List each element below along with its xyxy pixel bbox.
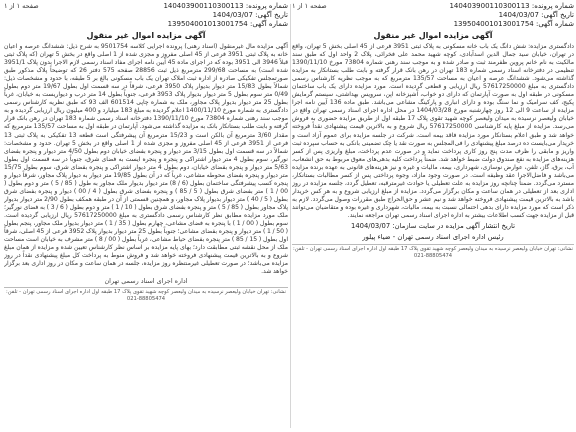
notice-meta-lines — [449, 2, 574, 29]
case-number: شماره پرونده: 140403900110300113 — [163, 2, 288, 10]
notice-signature: اداره اجرای اسناد رسمی تهران — [104, 277, 188, 286]
notice-title: آگهی مزایده اموال غیر منقول — [86, 31, 206, 40]
case-number: شماره پرونده: 140403900110300113 — [449, 2, 574, 10]
notice-meta — [4, 2, 288, 29]
notice-number: شماره آگهی: 139504001013001754 — [453, 20, 574, 28]
notice-signature: رئیس اداره اجرای اسناد رسمی تهران - ضیاء پیلور — [362, 233, 504, 242]
notice-title: آگهی مزایده اموال غیر منقول — [373, 31, 493, 40]
page-number: صفحه ۱ از ۱ — [292, 2, 327, 10]
notice-footer: نشانی: تهران خیابان ولیعصر نرسیده به میدان ولیعصر کوچه شهید تقوی پلاک 17 طبقه اول اداره اجرای اسناد رسمی تهران - تلفن: 88805474-021 — [4, 287, 288, 302]
notice-column-left — [4, 2, 288, 430]
notice-number: شماره آگهی: 139504001013001754 — [167, 20, 288, 28]
notice-body: آگهی مزایده مال غیرمنقول (اسناد رهنی) پرونده اجرایی کلاسه 9501754 به شرح ذیل: ششدانگ عرصه و اعیان خانه به پلاک ثبتی 3951 فرعی از 45 اصلی مفروز و مجزی شده از 1 اصلی واقع در بخش 5 تهران (که پلاک ثبتی قبلاً 3946 الی 3951 بوده که در اجرای ماده 45 آیین نامه اجرای مفاد اسناد رسمی لازم الاجرا بدون پلاک 3951/1 شده است) به مساحت 299/68 مترمربع ذیل ثبت 28856 صفحه 575 دفتر 26 که توضیحاً پلاک مذکور طبق صورتمجلس تفکیکی صادره از اداره ثبت املاک تهران یک باب مسکونی بالغ بر 5 طبقه، با حدود و مشخصات ذیل: شمالاً بطول 15/83 متر دیوار بدیوار پلاک 3950 فرعی، شرقاً در سه قسمت اول بطول 19/67 متر دوم بطول 0/49 متر سوم بطول 5 متر دیوار بدیوار پلاک 3953 فرعی، جنوباً بطول 14 متر درب و دیواریست به خیابان، غرباً بطول 25 متر دیوار بدیوار پلاک مجاور، ملک به شماره چاپی 601514 الف 93 که طبق نظریه کارشناس رسمی دادگستری به شماره مورخ 1400/11/10 اعلام گردیده به مبلغ 183 میلیارد و 400 میلیون ریال ارزیابی گردیده و به موجب سند رهنی شماره 73804 مورخ 1390/11/10 دفترخانه اسناد رسمی شماره 183 تهران در رهن بانک قرار گرفته و بابت طلب بستانکار بانک به مزایده گذاشته می‌شود. آپارتمان در طبقه اول به مساحت 135/57 مترمربع که مقدار 3/60 مترمربع آن بالکن است و 15/23 مترمربع آن پیشرفتگی است قطعه 13 تفکیکی به پلاک ثبتی 13 فرعی از 3951 فرعی از 45 اصلی مفروز و مجزی شده از 1 اصلی واقع در بخش 5 تهران. حدود و مشخصات: شمالاً در سه قسمت اول بطول 3/15 متر دیوار و پنجره بفضای خیابان دوم بطول 4/50 متر دیوار و پنجره بفضای نورگیر، سوم بطول 4 متر دیوار اشتراکی و پنجره و پنجره ایست به فضای شرق، جنوباً در سه قسمت اول بطول 5/63 متر دیوار و پنجره بفضای خیابان، دوم بطول 4 متر دیوار اشتراکی و پنجره بفضای شرق، سوم بطول 15/75 متر دیوار و پنجره بفضای محوطه مشاعی، غرباً که در آن بطول 19/85 متر دیوار به دیوار پلاک مجاور، شرقاً دیوار و پنجره کسب پیشرفتگی ساختمان بطول (6 / 8) متر دیوار بدیوار ملک مجاور به طول ( 85 / 5 ) متر و دوم بطول ( 00 / 1 ) متر بفضای شرق بطول ( 5 / 85 ) و پنجره بفضای شرق بطول ( 4 / 00 ) دیوار و پنجره بفضای شرق بطول ( 5 / 40 ) متر دیوار بدیوار پلاک مجاور، و همچنین قسمتی از آن در طبقه همکف بطول 2/90 متر دیوار بدیوار پلاک مجاور بطول ( 85 / 5 ) متر و پنجره بفضای شرق بطول ( 10 / 1 ) متر و دوم بطول ( 6 / 3 ) به فضای نورگیر؛ ملک مورد مزایده مطابق نظر کارشناس رسمی دادگستری به مبلغ 57617250000 ریال ارزیابی گردیده است. سوم بطول ( 00 / 1 ) با پنجره به فضای مشاعی، چهارم بطول ( 35 / 1 ) متر دیوار بدیوار ملک مجاور، پنجم بطول ( 50 / 1 ) متر دیوار و پنجره بفضای مشاعی؛ جنوباً بطول 25 متر دیوار بدیوار پلاک 3952 فرعی از 45 اصلی، شرقاً اول بطول ( 15 / 85 ) متر پنجره بفضای حیاط مشاعی، غرباً بطول ( 00 / 8 ) متر مشرف به خیابان است مساحت ملک از محل نقشه ثبتی مطابقت دارد؛ بهای پایه مزایده بر اساس نظر کارشناس تعیین شده و مزایده از همان مبلغ شروع و به بالاترین قیمت پیشنهادی فروخته خواهد شد و فروش منوط به پرداخت کل مبلغ پیشنهادی نقداً در روز مزایده می‌باشد؛ در صورت تعطیلی غیرمنتظره روز مزایده، جلسه در همان ساعت و مکان در روز اداری بعد برگزار خواهد شد. — [4, 43, 288, 276]
notice-date: تاریخ آگهی: 1404/03/07 — [498, 11, 574, 19]
page-number: صفحه ۱ از ۱ — [4, 2, 39, 10]
notice-meta — [292, 2, 574, 29]
notice-body: دادگستری مزایده: شش دانگ یک باب خانه مسکونی به پلاک ثبتی 3951 فرعی از 45 اصلی بخش 5 تهران، واقع در تهران، خیابان سید جمال الدین اسدآبادی، کوچه شهید محمد علی فخرائی، پلاک 2 واحد اول که طبق سند مالکیت به نام خانم پروین ظفرمند ثبت و صادر شده و به موجب سند رهنی شماره 73804 مورخ 1390/11/10 تنظیمی در دفترخانه اسناد رسمی شماره 183 تهران در رهن بانک قرار گرفته و بابت طلب بستانکار به مزایده گذاشته می‌شود. ششدانگ عرصه و اعیان به مساحت 135/57 مترمربع که به موجب نظریه کارشناس رسمی دادگستری به مبلغ 57617250000 ریال ارزیابی و قطعی گردیده است. مورد مزایده دارای یک باب ساختمان مسکونی در طبقه اول به صورت آپارتمان که دارای دو خواب، آشپزخانه اپن، سرویس بهداشتی، سیستم گرمایش پکیج، کف سرامیک و نما سنگ بوده و دارای انباری و پارکینگ مشاعی می‌باشد. طبق ماده 136 آیین نامه اجرا مزایده از ساعت 9 الی 12 روز چهارشنبه مورخ 1404/03/28 در محل اداره اجرای اسناد رسمی تهران واقع در خیابان ولیعصر نرسیده به میدان ولیعصر کوچه شهید تقوی پلاک 17 طبقه اول از طریق مزایده حضوری به فروش می‌رسد. مزایده از مبلغ پایه کارشناسی 57617250000 ریال شروع و به بالاترین قیمت پیشنهادی نقداً فروخته خواهد شد و طبق اعلام بستانکار مورد مزایده فاقد بیمه است. شرکت در جلسه مزایده برای عموم آزاد است و خریدار می‌بایست ده درصد مبلغ پیشنهادی را فی‌المجلس به صورت نقد یا چک تضمینی بانکی به حساب سپرده ثبت واریز و مابقی را ظرف مدت پنج روز کاری پرداخت نماید و در صورت عدم پرداخت، مبلغ واریزی پس از کسر هزینه‌های مزایده به نفع صندوق دولت ضبط خواهد شد. ضمناً پرداخت کلیه بدهی‌های معوق مربوط به حق انشعاب، آب، برق، گاز، تلفن، عوارض نوسازی، شهرداری، بیمه، مالیات و غیره و نیز هزینه‌های قانونی به عهده برنده مزایده می‌باشد و فاضل‌الاجرا عقد وظیفه است. در صورت وجود مازاد، وجوه پرداختی پس از کسر مطالبات بستانکار، مسترد می‌گردد. ضمناً چنانچه روز مزایده به علت تعطیلی یا حوادث غیرمترقبه، تعطیل گردد، جلسه مزایده در روز اداری بعد از تعطیلی در همان ساعت و مکان برگزار می‌گردد. مزایده از مبلغ ارزیابی شروع و به هر کس خریدار باشد به بالاترین قیمت پیشنهادی فروخته خواهد شد و نیم عشر و حق‌الحراج طبق مقررات وصول می‌گردد. لازم به ذکر است که مورد مزایده دارای بدهی احتمالی نسبت به بیمه، مالیات، شهرداری و غیره بوده و متقاضیان می‌توانند قبل از مزایده جهت کسب اطلاعات بیشتر به اداره اجرای اسناد رسمی تهران مراجعه نمایند. — [292, 43, 574, 219]
notice-date: تاریخ آگهی: 1404/03/07 — [212, 11, 288, 19]
notice-column-right — [292, 2, 574, 430]
column-divider — [290, 4, 291, 428]
notice-footer: نشانی: تهران خیابان ولیعصر نرسیده به میدان ولیعصر کوچه شهید تقوی پلاک 17 طبقه اول اداره اجرای اسناد رسمی تهران - تلفن: 88805474-021 — [293, 246, 573, 259]
notice-meta-lines — [163, 2, 288, 29]
publication-date: تاریخ انتشار آگهی مزایده در سایت سازمان: 1404/03/07 — [351, 222, 515, 231]
